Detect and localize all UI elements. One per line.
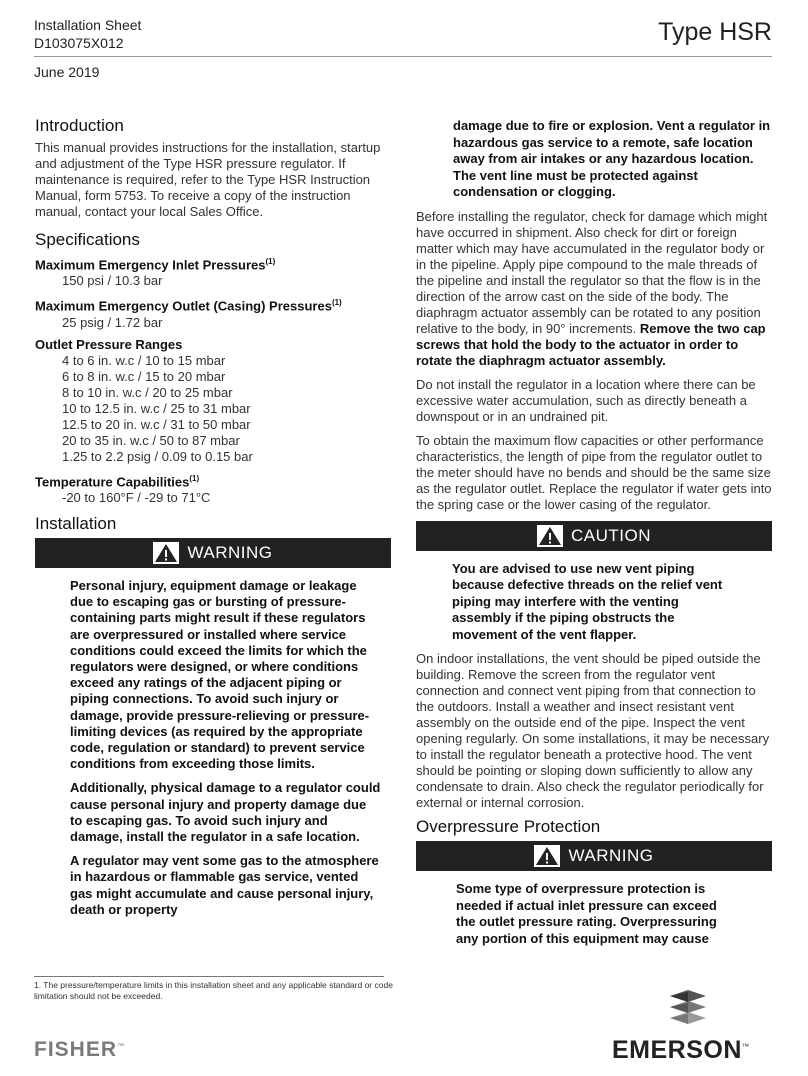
left-column <box>35 118 391 926</box>
range-item: 1.25 to 2.2 psig / 0.09 to 0.15 bar <box>62 448 253 464</box>
emerson-logo-icon <box>662 988 714 1030</box>
warning2-banner <box>416 841 772 871</box>
spec-outlet-value: 25 psig / 1.72 bar <box>62 314 163 330</box>
warning-paragraph: Personal injury, equipment damage or leakage due to escaping gas or bursting of pressure-containing parts might result if these regulators are overpressured or installed where service conditions could exceed the limits for which the regulators were designed, or where conditions exceed any ratings of the adjacent piping or piping connections. To avoid such injury or damage, provide pressure-relieving or pressure-limiting devices (as required by the appropriate code, regulation or standard) to prevent service conditions from exceeding those limits. <box>70 577 370 772</box>
warning-continued-text: damage due to fire or explosion. Vent a regulator in hazardous gas service to a remote, safe location away from air intakes or any hazardous location. The vent line must be protected against condensation or clogging. <box>453 118 771 199</box>
install-paragraph: Do not install the regulator in a location where there can be excessive water accumulation, such as directly beneath a downspout or in an undrained pit. <box>416 376 756 424</box>
header-doc-info <box>34 16 141 52</box>
vent-paragraph: On indoor installations, the vent should be piped outside the building. Remove the screen from the regulator vent connection and connect vent piping from that connection to the outdoors. Install a weather and insect resistant vent assembly on the outside end of the pipe. Inspect the vent opening regularly. On some installations, it may be necessary to install the regulator beneath a protective hood. The vent should be pointing or sloping down sufficiently to allow any condensate to drain. Also check the regulator periodically for external or internal corrosion. <box>416 651 770 810</box>
range-item: 10 to 12.5 in. w.c / 25 to 31 mbar <box>62 400 251 416</box>
range-item: 20 to 35 in. w.c / 50 to 87 mbar <box>62 432 240 448</box>
install-paragraph: To obtain the maximum flow capacities or other performance characteristics, the length of pipe from the regulator outlet to the meter should have no bends and should be the same size as the regulator outlet. Replace the regulator if water gets into the spring case or the lower casing of the regulator. <box>416 432 772 512</box>
spec-temp-value: -20 to 160°F / -29 to 71°C <box>62 489 211 505</box>
warning-triangle-icon <box>153 542 179 564</box>
header-divider <box>34 56 772 57</box>
intro-heading: Introduction <box>35 116 124 135</box>
emerson-logo: EMERSON™ <box>612 1036 750 1064</box>
caution-triangle-icon <box>537 525 563 547</box>
specs-heading: Specifications <box>35 230 140 249</box>
range-item: 4 to 6 in. w.c / 10 to 15 mbar <box>62 352 226 368</box>
warning-paragraph: A regulator may vent some gas to the atmosphere in hazardous or flammable gas service, vented gas might accumulate and cause personal injury, death or property <box>70 853 379 917</box>
fisher-logo: FISHER™ <box>34 1038 125 1061</box>
caution-label: CAUTION <box>571 525 651 545</box>
intro-text: This manual provides instructions for the installation, startup and adjustment of the Type HSR pressure regulator. If maintenance is required, refer to the Type HSR Instruction Manual, form 5753. To receive a copy of the instruction manual, contact your local Sales Office. <box>35 140 381 219</box>
footnote-divider <box>34 976 384 977</box>
overpressure-heading: Overpressure Protection <box>416 817 601 836</box>
range-item: 6 to 8 in. w.c / 15 to 20 mbar <box>62 368 226 384</box>
warning2-text: Some type of overpressure protection is needed if actual inlet pressure can exceed the outlet pressure rating. Overpressuring any portion of this equipment may cause <box>456 881 717 946</box>
spec-ranges-list <box>35 353 391 465</box>
range-item: 12.5 to 20 in. w.c / 31 to 50 mbar <box>62 416 251 432</box>
installation-heading: Installation <box>35 513 117 533</box>
footnote: 1. The pressure/temperature limits in this installation sheet and any applicable standard or code limitation should not be exceeded. <box>34 980 393 1001</box>
caution-text: You are advised to use new vent piping because defective threads on the relief vent piping may interfere with the venting assembly if the piping obstructs the movement of the vent flapper. <box>452 560 723 642</box>
doc-date: June 2019 <box>34 64 100 80</box>
doc-number: D103075X012 <box>34 35 124 51</box>
spec-inlet-value: 150 psi / 10.3 bar <box>62 273 163 289</box>
warning-paragraph: Additionally, physical damage to a regulator could cause personal injury and property damage due to escaping gas. To avoid such injury and damage, install the regulator in a safe location. <box>70 780 381 845</box>
spec-outlet-label: Maximum Emergency Outlet (Casing) Pressures$^{(1)}$ <box>35 298 342 314</box>
range-item: 8 to 10 in. w.c / 20 to 25 mbar <box>62 384 233 400</box>
warning2-label: WARNING <box>568 846 654 865</box>
right-column <box>416 118 772 953</box>
warning-text <box>35 578 391 918</box>
caution-banner <box>416 521 772 551</box>
spec-temp-label: Temperature Capabilities$^{(1)}$ <box>35 473 200 489</box>
product-title: Type HSR <box>658 18 772 46</box>
warning-triangle-icon <box>534 845 560 867</box>
warning-label: WARNING <box>187 542 273 562</box>
doc-type: Installation Sheet <box>34 17 142 33</box>
install-paragraph: Before installing the regulator, check for damage which might have occurred in shipment. Also check for dirt or foreign matter which may have accumulated in the regulator body or in the pipeline. Apply pipe compound to the male threads of the pipeline and install the regulator so that the flow is in the direction of the arrow cast on the side of the body. The diaphragm actuator assembly can be rotated to any position relative to the body, in 90° increments. Remove the two cap screws that hold the body to the actuator in order to rotate the diaphragm actuator assembly. <box>416 208 768 368</box>
warning-banner <box>35 538 391 568</box>
spec-ranges-label: Outlet Pressure Ranges <box>35 336 183 352</box>
spec-inlet-label: Maximum Emergency Inlet Pressures$^{(1)}$ <box>35 257 276 273</box>
